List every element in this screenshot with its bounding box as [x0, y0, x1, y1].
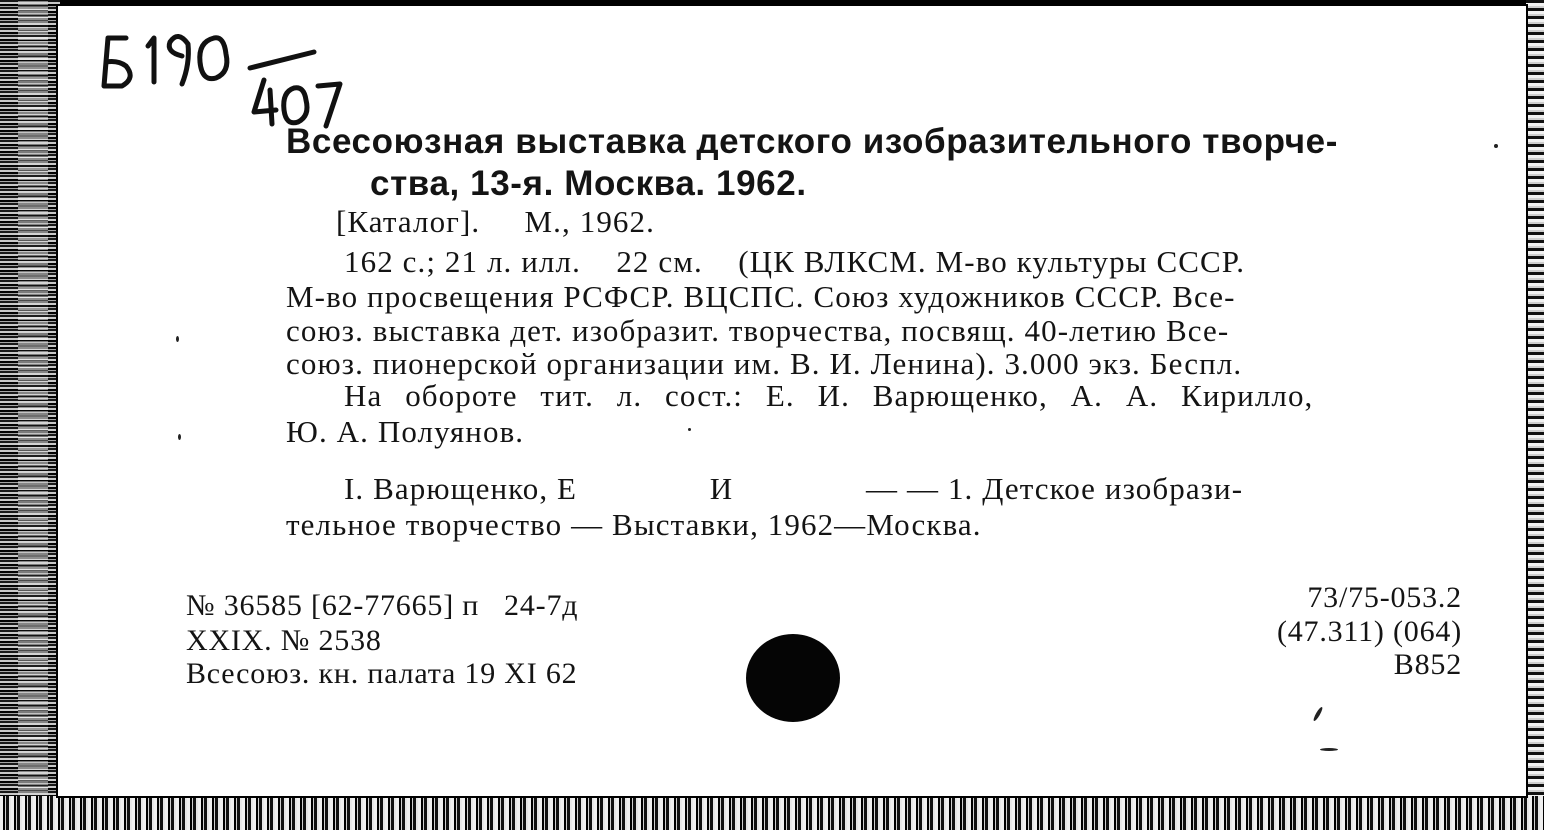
registry-line-1: № 36585 [62-77665] п 24-7д: [186, 589, 579, 622]
classification-line-2: (47.311) (064): [1276, 615, 1462, 648]
scan-edge-bottom: [0, 796, 1544, 830]
description-line-2: М-во просвещения РСФСР. ВЦСПС. Союз художников СССР. Все-: [286, 279, 1236, 314]
classification-line-3: В852: [1393, 648, 1462, 681]
note-line-1: На обороте тит. л. сост.: Е. И. Варющенко, А. А. Кирилло,: [344, 378, 1314, 413]
description-line-3: союз. выставка дет. изобразит. творчества, посвящ. 40-летию Все-: [286, 313, 1230, 348]
note-line-2: Ю. А. Полуянов.: [286, 414, 525, 449]
description-line-4: союз. пионерской организации им. В. И. Ленина). 3.000 экз. Беспл.: [286, 346, 1243, 381]
scan-edge-left-noise: [18, 0, 48, 830]
classification-line-1: 73/75-053.2: [1307, 581, 1462, 614]
library-catalog-card: [56, 4, 1528, 798]
registry-line-3: Всесоюз. кн. палата 19 XI 62: [186, 657, 578, 690]
scan-edge-right: [1526, 0, 1544, 830]
title-line-2: ства, 13-я. Москва. 1962.: [370, 164, 807, 203]
scan-speck: [1494, 144, 1498, 148]
imprint-line: [Каталог]. М., 1962.: [336, 204, 655, 239]
title-line-1: Всесоюзная выставка детского изобразительного творче-: [286, 122, 1338, 161]
card-punch-hole: [746, 634, 840, 722]
scan-speck: [1312, 706, 1323, 722]
registry-line-2: XXIX. № 2538: [186, 624, 382, 657]
tracing-line-2: тельное творчество — Выставки, 1962—Москва.: [286, 507, 982, 542]
scan-speck: [688, 428, 691, 431]
scan-speck: [176, 336, 179, 342]
tracing-line-1: I. Варющенко, Е И — — 1. Детское изобрази-: [344, 471, 1244, 506]
call-number-handwriting: [78, 16, 358, 136]
description-line-1: 162 с.; 21 л. илл. 22 см. (ЦК ВЛКСМ. М-во культуры СССР.: [344, 244, 1246, 279]
scan-speck: [1320, 748, 1338, 751]
handwritten-call-number: [78, 16, 358, 136]
scan-speck: [178, 434, 181, 440]
